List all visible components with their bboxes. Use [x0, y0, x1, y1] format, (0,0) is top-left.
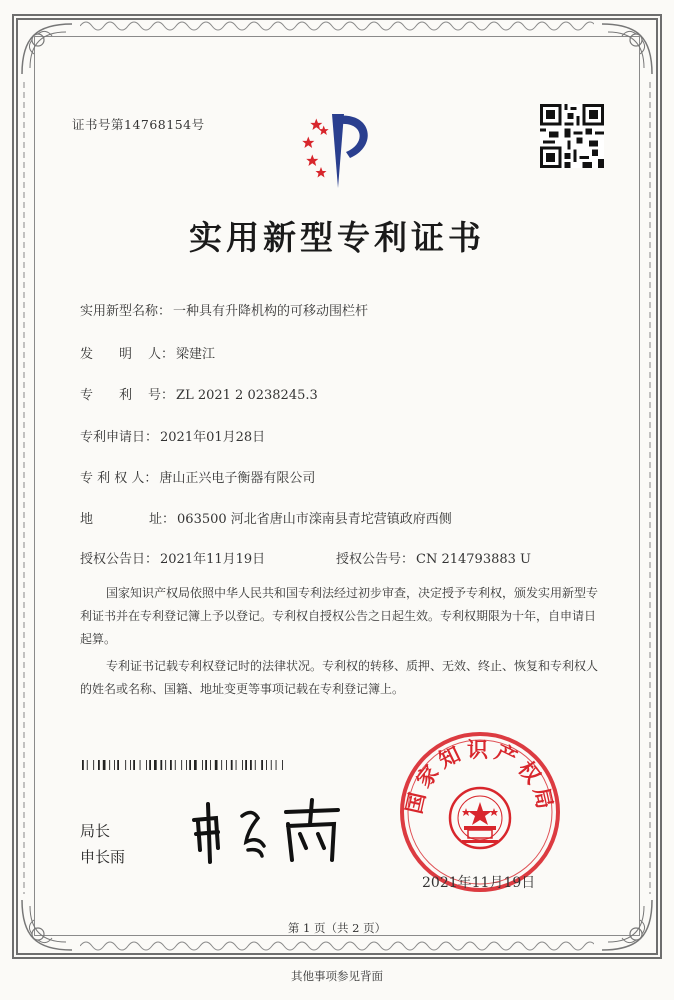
field-value: 2021年01月28日 [160, 430, 266, 445]
footer-note: 其他事项参见背面 [291, 969, 383, 983]
field-grant-announcement-date [80, 548, 265, 567]
field-address [80, 508, 452, 527]
field-grant-announcement-number [336, 548, 531, 567]
field-label: 专 利 权 人： [80, 471, 158, 486]
field-label: 授权公告日： [80, 552, 159, 567]
border-wave-right [642, 82, 658, 894]
field-value: 梁建江 [176, 347, 216, 362]
director-title: 局长 [80, 822, 111, 840]
director-signature [188, 790, 348, 870]
field-label: 实用新型名称： [80, 304, 172, 319]
field-filing-date [80, 426, 265, 445]
field-value: 一种具有升降机构的可移动围栏杆 [173, 304, 369, 319]
field-value: 唐山正兴电子衡器有限公司 [159, 471, 316, 486]
border-wave-bottom [80, 938, 594, 954]
field-inventor [80, 343, 215, 362]
border-wave-top [80, 18, 594, 34]
field-label-part: 明 [119, 347, 133, 362]
field-label-part: 号： [148, 388, 175, 403]
field-label-part: 专 [80, 388, 94, 403]
field-label: 授权公告号： [336, 552, 415, 567]
qr-code-icon [540, 104, 604, 168]
field-patent-number [80, 384, 318, 403]
document-title: 实用新型专利证书 [189, 218, 485, 257]
corner-ornament-icon [596, 18, 658, 80]
field-value: CN 214793883 U [416, 552, 531, 567]
corner-ornament-icon [16, 18, 78, 80]
field-value: ZL 2021 2 0238245.3 [176, 388, 318, 403]
border-wave-left [16, 82, 32, 894]
field-label-part: 址： [149, 512, 176, 527]
field-value: 063500 河北省唐山市滦南县青坨营镇政府西侧 [177, 512, 452, 527]
field-value: 2021年11月19日 [160, 552, 266, 567]
field-patentee [80, 467, 315, 486]
cnipa-logo-icon [280, 108, 390, 194]
seal-date: 2021年11月19日 [422, 875, 536, 891]
field-label-part: 人： [148, 347, 175, 362]
certificate-number: 证书号第14768154号 [72, 117, 205, 132]
body-paragraph: 专利证书记载专利权登记时的法律状况。专利权的转移、质押、无效、终止、恢复和专利权人的姓名或名称、国籍、地址变更等事项记载在专利登记簿上。 [80, 659, 599, 696]
field-label-part: 利 [119, 388, 133, 403]
body-paragraph: 国家知识产权局依照中华人民共和国专利法经过初步审查，决定授予专利权，颁发实用新型专利证书并在专利登记簿上予以登记。专利权自授权公告之日起生效。专利权期限为十年，自申请日起算。 [80, 586, 599, 646]
seal-text: 国家知识产权局 [402, 737, 558, 816]
page-number: 第 1 页（共 2 页） [287, 921, 387, 935]
field-label: 专利申请日： [80, 430, 159, 445]
official-seal [398, 730, 562, 894]
national-emblem-icon [450, 788, 510, 848]
certificate-body-text [80, 582, 600, 701]
director-name: 申长雨 [80, 848, 126, 866]
field-label-part: 发 [80, 347, 94, 362]
barcode-icon [82, 760, 350, 770]
field-label-part: 地 [80, 512, 94, 527]
field-utility-model-name [80, 300, 368, 319]
